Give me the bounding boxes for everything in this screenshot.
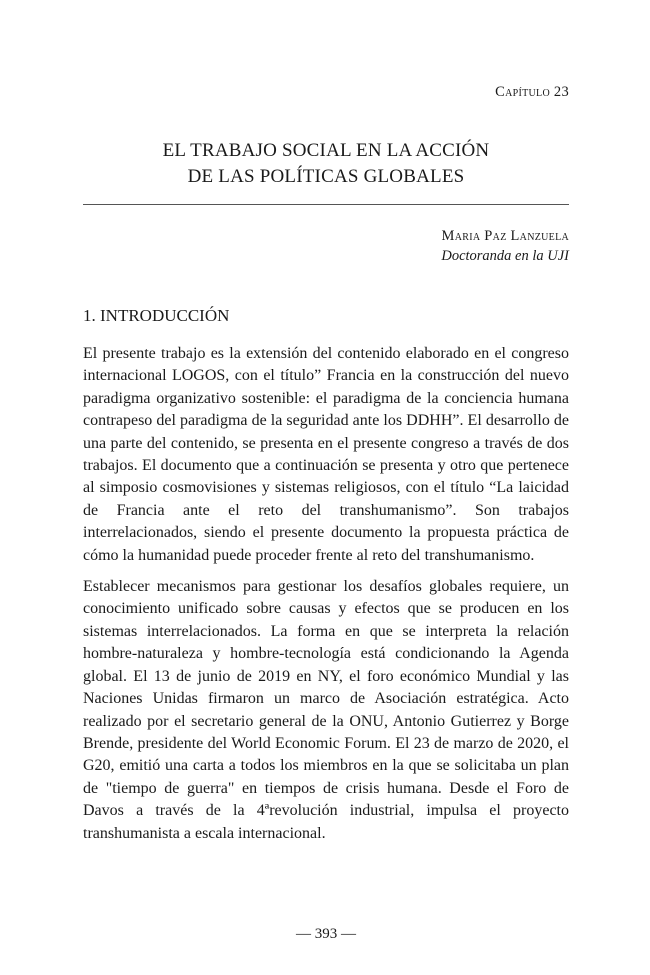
author-name: Maria Paz Lanzuela: [441, 228, 569, 244]
chapter-title: [83, 138, 569, 190]
chapter-title-line-2: DE LAS POLÍTICAS GLOBALES: [187, 166, 465, 187]
page-number: — 393 —: [296, 926, 356, 942]
chapter-title-line-1: EL TRABAJO SOCIAL EN LA ACCIÓN: [162, 140, 490, 161]
author-block: [441, 226, 569, 266]
paragraph: Establecer mecanismos para gestionar los desafíos globales requiere, un conocimiento unificado sobre causas y efectos que se producen en los sistemas interrelacionados. La forma en que se interpreta la relación hombre-naturaleza y hombre-tecnología está condicionando la Agenda global. El 13 de junio de 2019 en NY, el foro económico Mundial y las Naciones Unidas firmaron un marco de Asociación estratégica. Acto realizado por el secretario general de la ONU, Antonio Gutierrez y Borge Brende, presidente del World Economic Forum. El 23 de marzo de 2020, el G20, emitió una carta a todos los miembros en la que se solicitaba un plan de "tiempo de guerra" en tiempos de crisis humana. Desde el Foro de Davos a través de la 4ªrevolución industrial, impulsa el proyecto transhumanista a escala internacional.: [83, 578, 569, 842]
section-heading: 1. INTRODUCCIÓN: [83, 306, 230, 325]
chapter-label: Capítulo 23: [495, 84, 569, 100]
title-divider: [83, 204, 569, 205]
paragraph: El presente trabajo es la extensión del contenido elaborado en el congreso internacional LOGOS, con el título” Francia en la construcción del nuevo paradigma organizativo sostenible: el paradigma de la conciencia humana contrapeso del paradigma de la seguridad ante los DDHH”. El desarrollo de una parte del contenido, se presenta en el presente congreso a través de dos trabajos. El documento que a continuación se presenta y otro que pertenece al simposio cosmovisiones y sistemas religiosos, con el título “La laicidad de Francia ante el reto del transhumanismo”. Son trabajos interrelacionados, siendo el presente documento la propuesta práctica de cómo la humanidad puede proceder frente al reto del transhumanismo.: [83, 345, 569, 564]
body-text: [83, 343, 569, 854]
author-affiliation: Doctoranda en la UJI: [441, 248, 569, 264]
book-page: [83, 0, 569, 975]
